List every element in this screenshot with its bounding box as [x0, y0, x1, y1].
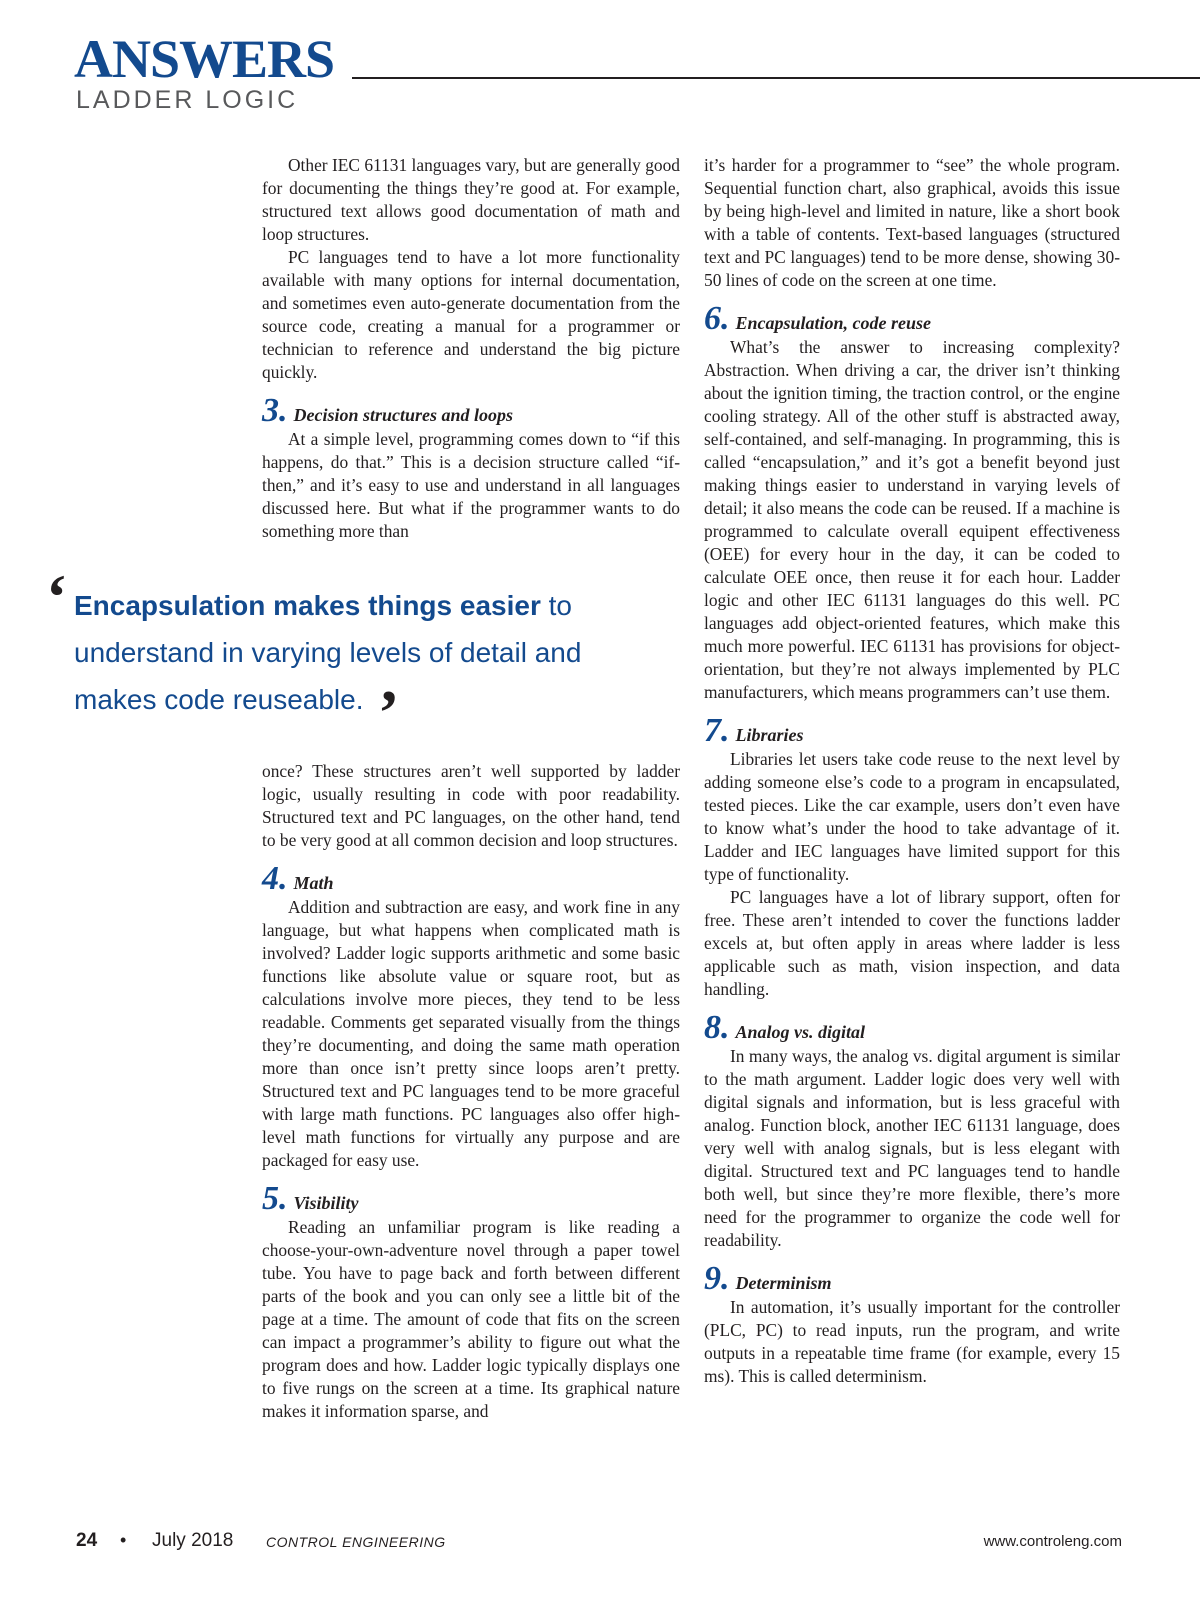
section-heading-6 — [704, 300, 1120, 337]
paragraph: What’s the answer to increasing complexity? Abstraction. When driving a car, the driver isn’t thinking about the ignition timing, the traction control, or the engine cooling strategy. All of the other stuff is abstracted away, self-contained, and self-managing. In programming, this is called “encapsulation,” and it’s got a benefit beyond just making things easier to understand in varying levels of detail; it also means the code can be reused. If a machine is programmed to calculate overall equipent effectiveness (OEE) for every hour in the day, it can be coded to calculate OEE once, then reuse it for each hour. Ladder logic and other IEC 61131 languages do this well. PC languages add object-oriented features, which make this much more powerful. IEC 61131 has provisions for object-orientation, but they’re not always implemented by PLC manufacturers, which means programmers can’t use them. — [704, 337, 1120, 702]
paragraph: Addition and subtraction are easy, and work fine in any language, but what happens when complicated math is involved? Ladder logic supports arithmetic and some basic functions like absolute value or square root, but as calculations involve more pieces, they tend to be less readable. Comments get separated visually from the things they’re documenting, and doing the same math operation more than once isn’t pretty since loops aren’t pretty. Structured text and PC languages tend to be more graceful with large math functions. PC languages also offer high-level math functions for virtually any purpose and are packaged for easy use. — [262, 897, 680, 1170]
section-heading-text: Libraries — [735, 725, 804, 745]
section-heading-text: Analog vs. digital — [735, 1022, 866, 1042]
section-heading-text: Decision structures and loops — [293, 405, 514, 425]
open-quote-mark: ‘ — [46, 561, 68, 632]
pull-quote-text: to understand in varying levels of detail and makes code reuseable. — [74, 590, 582, 715]
section-heading-3 — [262, 392, 680, 429]
section-heading-text: Math — [293, 873, 334, 893]
section-heading-5 — [262, 1180, 680, 1217]
section-heading-8 — [704, 1009, 1120, 1046]
website-url: www.controleng.com — [983, 1533, 1122, 1550]
section-number: 6. — [704, 300, 730, 337]
section-heading-text: Encapsulation, code reuse — [735, 313, 932, 333]
pull-quote-emphasis: Encapsulation makes things easier — [74, 590, 541, 621]
paragraph: In automation, it’s usually important for the controller (PLC, PC) to read inputs, run the program, and write outputs in a repeatable time frame (for example, every 15 ms). This is called determinism. — [704, 1297, 1120, 1386]
section-subtitle: LADDER LOGIC — [76, 86, 299, 114]
header-rule — [352, 77, 1200, 79]
section-heading-text: Determinism — [735, 1273, 832, 1293]
paragraph: Reading an unfamiliar program is like reading a choose-your-own-adventure novel through a paper towel tube. You have to page back and forth between different parts of the book and you can only see a little bit of the page at a time. The amount of code that fits on the screen can impact a programmer’s ability to figure out what the program does and how. Ladder logic typically displays one to five rungs on the screen at a time. Its graphical nature makes it information sparse, and — [262, 1217, 680, 1421]
section-heading-9 — [704, 1260, 1120, 1297]
pull-quote — [74, 582, 634, 723]
paragraph: it’s harder for a programmer to “see” the whole program. Sequential function chart, also graphical, avoids this issue by being high-level and limited in nature, like a short book with a table of contents. Text-based languages (structured text and PC languages) tend to be more dense, showing 30-50 lines of code on the screen at one time. — [704, 155, 1120, 290]
section-number: 4. — [262, 860, 288, 897]
section-heading-text: Visibility — [293, 1193, 359, 1213]
section-number: 3. — [262, 392, 288, 429]
left-column-top — [262, 154, 680, 543]
page-number: 24 — [76, 1530, 98, 1551]
paragraph: At a simple level, programming comes down to “if this happens, do that.” This is a decision structure called “if-then,” and it’s easy to use and understand in all languages discussed here. But what if the programmer wants to do something more than — [262, 429, 680, 541]
footer-separator: • — [120, 1530, 127, 1550]
paragraph: PC languages tend to have a lot more functionality available with many options for internal documentation, and sometimes even auto-generate documentation from the source code, creating a manual for a programmer or technician to reference and understand the big picture quickly. — [262, 247, 680, 382]
right-column — [704, 154, 1120, 1388]
section-number: 5. — [262, 1180, 288, 1217]
section-number: 8. — [704, 1009, 730, 1046]
close-quote-mark: ’ — [378, 677, 400, 748]
section-number: 9. — [704, 1260, 730, 1297]
section-heading-4 — [262, 860, 680, 897]
paragraph: PC languages have a lot of library support, often for free. These aren’t intended to cover the functions ladder excels at, but often apply in areas where ladder is less applicable such as math, vision inspection, and data handling. — [704, 887, 1120, 999]
paragraph: Other IEC 61131 languages vary, but are generally good for documenting the things they’re good at. For example, structured text allows good documentation of math and loop structures. — [262, 155, 680, 244]
issue-date: July 2018 — [152, 1530, 234, 1551]
section-title: ANSWERS — [74, 29, 335, 89]
publication-name: CONTROL ENGINEERING — [266, 1534, 446, 1550]
section-number: 7. — [704, 712, 730, 749]
paragraph: Libraries let users take code reuse to the next level by adding someone else’s code to a program in encapsulated, tested pieces. Like the car example, users don’t even have to know what’s under the hood to take advantage of it. Ladder and IEC languages have limited support for this type of functionality. — [704, 749, 1120, 884]
section-heading-7 — [704, 712, 1120, 749]
paragraph: In many ways, the analog vs. digital argument is similar to the math argument. Ladder logic does very well with digital signals and information, but is less graceful with analog. Function block, another IEC 61131 language, does very well with analog signals, but is less elegant with digital. Structured text and PC languages tend to handle both well, but since they’re more flexible, there’s more need for the programmer to organize the code well for readability. — [704, 1046, 1120, 1250]
left-column-bottom — [262, 760, 680, 1423]
paragraph: once? These structures aren’t well supported by ladder logic, usually resulting in code with poor readability. Structured text and PC languages, on the other hand, tend to be very good at all common decision and loop structures. — [262, 761, 680, 850]
